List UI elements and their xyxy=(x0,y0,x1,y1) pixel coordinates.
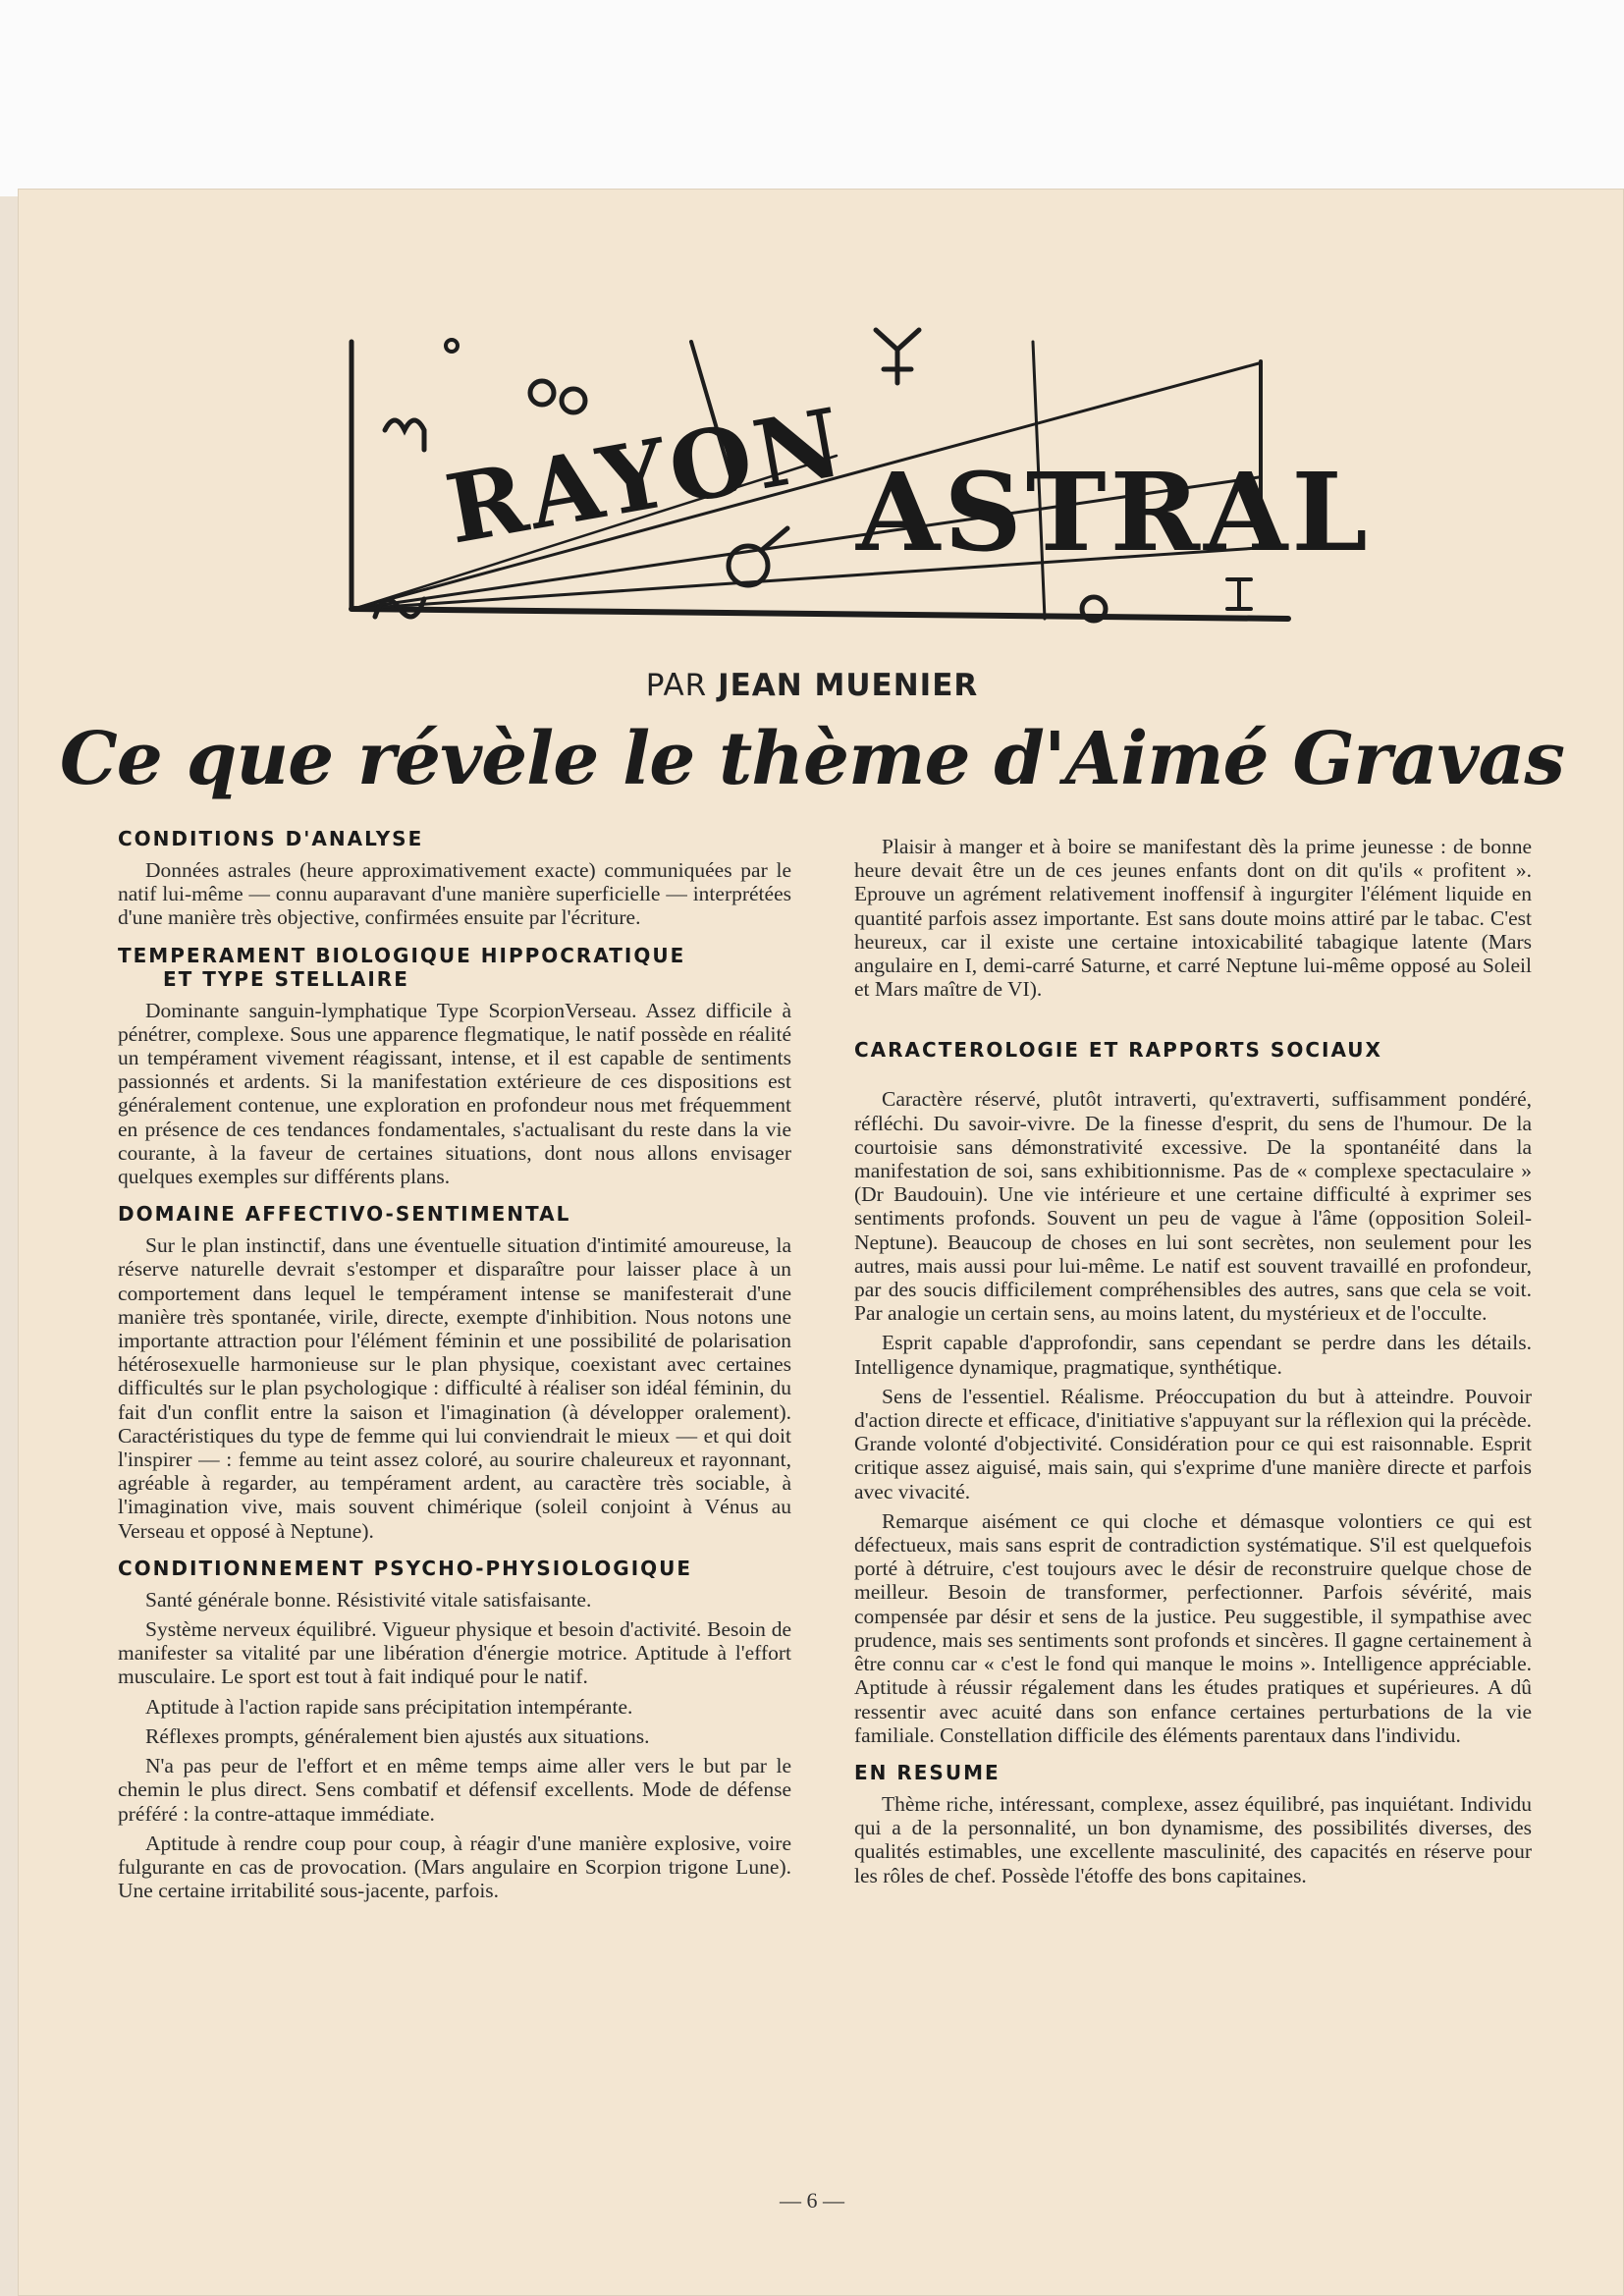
section-heading: CONDITIONS D'ANALYSE xyxy=(118,827,424,850)
spacer xyxy=(854,1069,1532,1087)
paragraph: Sens de l'essentiel. Réalisme. Préoccupation du but à atteindre. Pouvoir d'action directe et efficace, d'initiative s'appuyant sur la réflexion qui la précède. Grande volonté d'objectivité. Considération pour ce qui est raisonnable. Esprit critique assez aiguisé, mais sain, qui s'exprime d'une manière directe et parfois avec vivacité. xyxy=(854,1384,1532,1503)
byline-author: JEAN MUENIER xyxy=(718,668,979,703)
paragraph: Santé générale bonne. Résistivité vitale satisfaisante. xyxy=(145,1587,592,1612)
byline-prefix: PAR xyxy=(645,668,708,703)
section-heading: EN RESUME xyxy=(854,1760,1001,1784)
paragraph: Réflexes prompts, généralement bien ajustés aux situations. xyxy=(145,1723,650,1748)
right-column xyxy=(854,835,1532,1893)
paragraph: Remarque aisément ce qui cloche et démasque volontiers ce qui est défectueux, mais sans esprit de contradiction systématique. S'il est quelquefois porté à détruire, c'est toujours avec le désir de reconstruire quelque chose de meilleur. Besoin de transformer, perfectionner. Parfois sévérité, mais compensée par désir et sens de la justice. Peu suggestible, il sympathise avec prudence, mais ses sentiments sont profonds et sincères. Il gagne certainement à être connu car « c'est le fond qui manque le moins ». Intelligence appréciable. Aptitude à réussir régalement dans les études pratiques et supérieures. A dû ressentir avec acuité dans son enfance certaines perturbations de la vie familiale. Constellation difficile des éléments parentaux dans l'individu. xyxy=(854,1508,1532,1747)
section-heading: DOMAINE AFFECTIVO-SENTIMENTAL xyxy=(118,1202,571,1227)
paragraph: Caractère réservé, plutôt intraverti, qu'extraverti, suffisamment pondéré, réfléchi. Du savoir-vivre. De la finesse d'esprit, du sens de l'humour. De la courtoisie sans démonstrativité excessive. De la spontanéité dans la manifestation de soi, sans exhibitionnisme. Pas de « complexe spectaculaire » (Dr Baudouin). Une vie intérieure et une certaine difficulté à exprimer ses sentiments profonds. Souvent un peu de vague à l'âme (opposition Soleil-Neptune). Beaucoup de choses en lui sont secrètes, non seulement pour les autres, mais aussi pour lui-même. Le natif est souvent travaillé en profondeur, par des soucis difficilement compréhensibles des autres, sans que cela se voit. Par analogie un certain sens, au moins latent, du mystérieux et de l'occulte. xyxy=(854,1087,1532,1326)
masthead-word-rayon: RAYON xyxy=(438,386,854,566)
paragraph: Données astrales (heure approximativement exacte) communiquées par le natif lui-même — connu auparavant d'une manière superficielle — interprétées d'une manière très objective, confirmées ensuite par l'écriture. xyxy=(118,858,791,930)
section-heading-cont xyxy=(118,967,791,991)
byline xyxy=(0,668,1624,703)
section-heading xyxy=(118,944,791,967)
spacer xyxy=(854,1007,1532,1024)
page-number: — 6 — xyxy=(780,2188,844,2213)
heading-line: TEMPERAMENT BIOLOGIQUE HIPPOCRATIQUE xyxy=(118,943,686,967)
paragraph: Sur le plan instinctif, dans une éventuelle situation d'intimité amoureuse, la réserve naturelle devrait s'estomper et disparaître pour laisser place à un comportement dans lequel le tempérament intense se manifesterait d'une manière très spontanée, virile, directe, exempte d'inhibition. Nous notons une importante attraction pour l'élément féminin et une possibilité de polarisation hétérosexuelle harmonieuse sur le plan physique, coexistant avec certaines difficultés sur le plan psychologique : difficulté à réaliser son idéal féminin, du fait d'un conflit entre la saison et l'imagination (à développer oralement). Caractéristiques du type de femme qui lui conviendrait le mieux — et qui doit l'inspirer — : femme au teint assez coloré, au sourire chaleureux et rayonnant, agréable à regarder, au tempérament ardent, au caractère très sociable, à l'imagination vive, mais souvent chimérique (soleil conjoint à Vénus au Verseau et opposé à Neptune). xyxy=(118,1233,791,1543)
paragraph: N'a pas peur de l'effort et en même temps aime aller vers le but par le chemin le plus direct. Sens combatif et défensif excellents. Mode de défense préféré : la contre-attaque immédiate. xyxy=(118,1754,791,1826)
section-heading: CARACTEROLOGIE ET RAPPORTS SOCIAUX xyxy=(854,1038,1382,1063)
rayon-astral-masthead xyxy=(346,332,1372,627)
paragraph: Thème riche, intéressant, complexe, assez équilibré, pas inquiétant. Individu qui a de la personnalité, un bon dynamisme, des possibilités diverses, des qualités estimables, une excellente masculinité, des capacités en réserve pour les rôles de chef. Possède l'étoffe des bons capitaines. xyxy=(854,1791,1532,1887)
section-heading: CONDITIONNEMENT PSYCHO-PHYSIOLOGIQUE xyxy=(118,1556,693,1580)
paragraph: Aptitude à l'action rapide sans précipitation intempérante. xyxy=(145,1694,633,1719)
paragraph: Système nerveux équilibré. Vigueur physique et besoin d'activité. Besoin de manifester sa vitalité par une libération d'énergie motrice. Aptitude à l'effort musculaire. Le sport est tout à fait indiqué pour le natif. xyxy=(118,1617,791,1689)
heading-line: ET TYPE STELLAIRE xyxy=(163,966,409,991)
paragraph: Esprit capable d'approfondir, sans cependant se perdre dans les détails. Intelligence dynamique, pragmatique, synthétique. xyxy=(854,1331,1532,1379)
paper-edge xyxy=(0,196,18,2296)
paragraph: Aptitude à rendre coup pour coup, à réagir d'une manière explosive, voire fulgurante en cas de provocation. (Mars angulaire en Scorpion trigone Lune). Une certaine irritabilité sous-jacente, parfois. xyxy=(118,1831,791,1903)
left-column xyxy=(118,827,791,1908)
article-headline: Ce que révèle le thème d'Aimé Gravas xyxy=(59,717,1565,801)
masthead-word-astral: ASTRAL xyxy=(856,449,1372,575)
paragraph: Plaisir à manger et à boire se manifestant dès la prime jeunesse : de bonne heure devait être un de ces jeunes enfants dont on dit qu'ils « profitent ». Eprouve un agrément relativement inoffensif à ingurgiter l'élément liquide en quantité parfois assez importante. Est sans doute moins attiré par le tabac. C'est heureux, car il existe une certaine intoxicabilité tabagique latente (Mars angulaire en I, demi-carré Saturne, et carré Neptune lui-même opposé au Soleil et Mars maître de VI). xyxy=(854,835,1532,1002)
paragraph: Dominante sanguin-lymphatique Type ScorpionVerseau. Assez difficile à pénétrer, complexe. Sous une apparence flegmatique, le natif possède en réalité un tempérament vivement réagissant, intense, et il est capable de sentiments passionnés et ardents. Si la manifestation extérieure de ces dispositions est généralement contenue, une exploration en profondeur nous met fréquemment en présence de ces tendances fondamentales, s'actualisant du reste dans la vie courante, à la faveur de certaines situations, dont nous allons envisager quelques exemples sur différents plans. xyxy=(118,998,791,1189)
